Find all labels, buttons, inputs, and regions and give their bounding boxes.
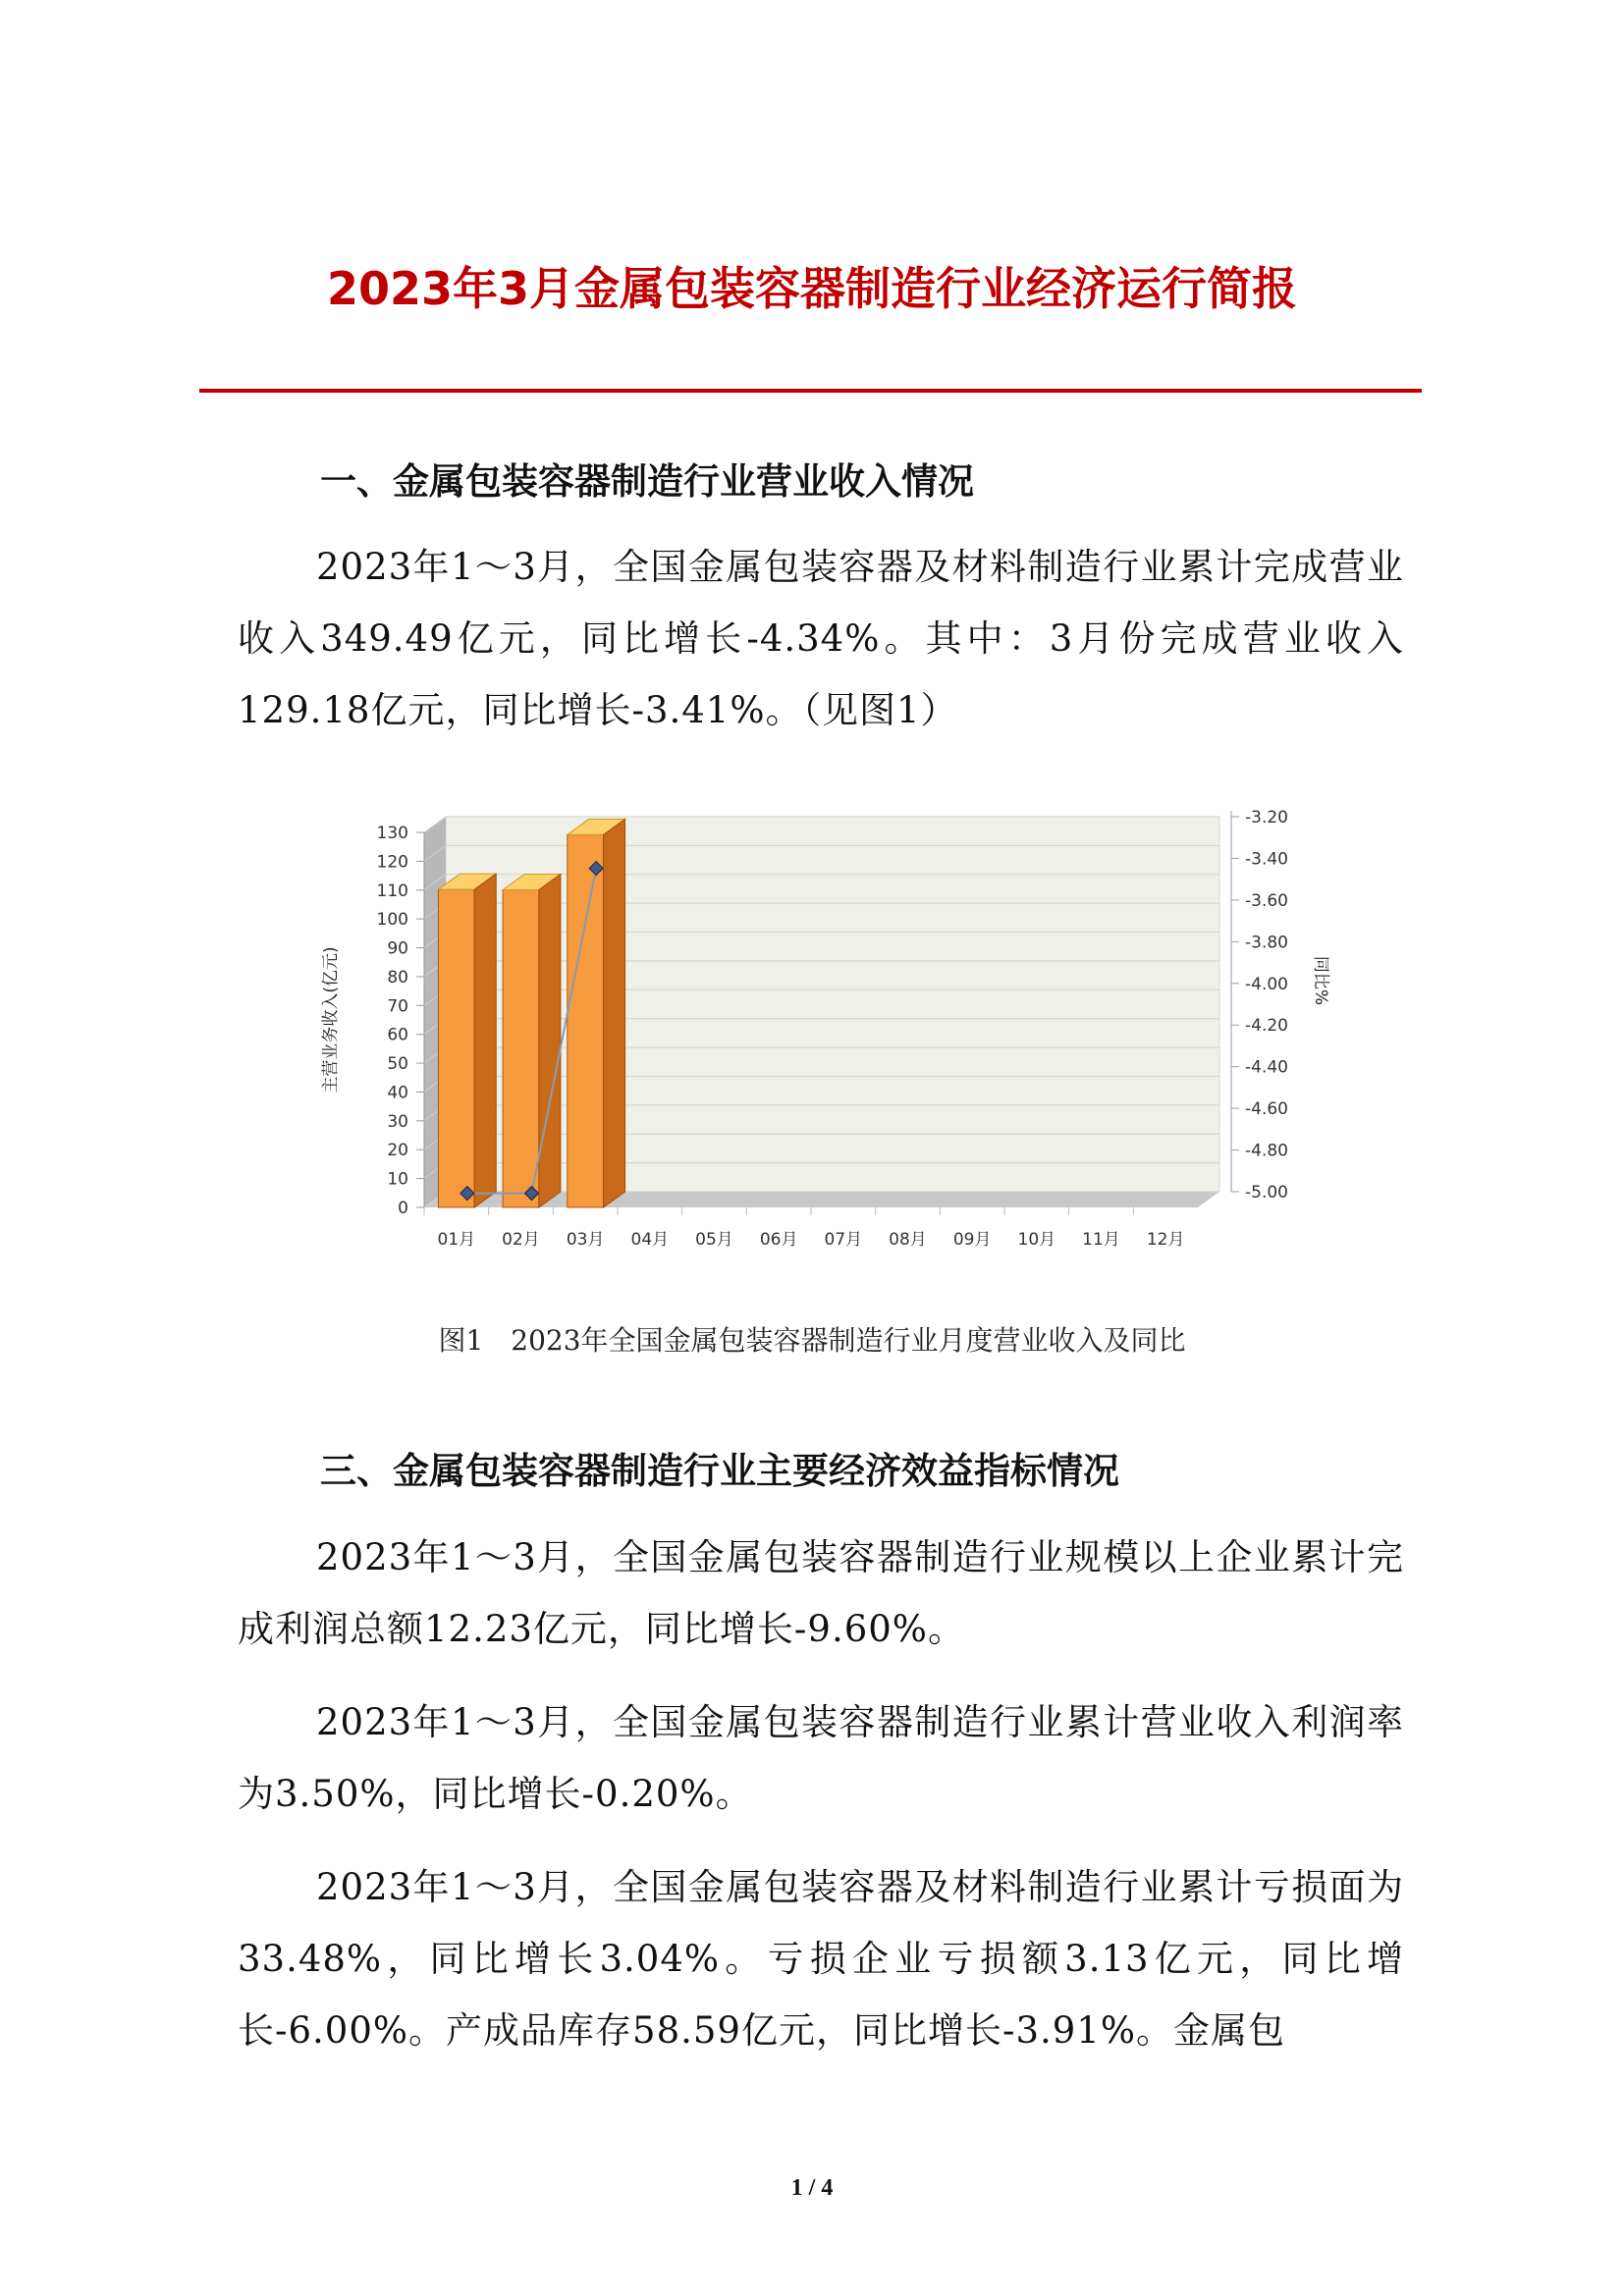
y-tick-label: 20 — [387, 1141, 408, 1161]
x-tick-label: 12月 — [1146, 1230, 1185, 1250]
y-tick-label: 90 — [387, 938, 408, 959]
page-number: 1 / 4 — [790, 2175, 834, 2201]
y-tick-label: 70 — [387, 996, 408, 1017]
y-tick-label-right: -4.20 — [1245, 1016, 1288, 1037]
revenue-chart — [314, 795, 1330, 1286]
title-divider — [199, 389, 1422, 393]
bar-side — [474, 874, 496, 1207]
x-tick-label: 04月 — [630, 1230, 670, 1250]
x-tick-label: 03月 — [566, 1230, 605, 1250]
y-tick-label: 60 — [387, 1025, 408, 1045]
x-tick-label: 07月 — [824, 1230, 863, 1250]
y-tick-label: 40 — [387, 1083, 408, 1103]
bar — [503, 889, 539, 1207]
y-tick-label: 120 — [376, 852, 408, 873]
paragraph-profit: 2023年1～3月，全国金属包装容器制造行业规模以上企业累计完成利润总额12.23亿元，同比增长-9.60%。 — [238, 1536, 1404, 1650]
x-tick-label: 01月 — [437, 1230, 476, 1250]
y-tick-label-right: -4.00 — [1245, 974, 1288, 994]
document-title: 2023年3月金属包装容器制造行业经济运行简报 — [326, 262, 1298, 315]
x-tick-label: 02月 — [502, 1230, 540, 1250]
figure-caption: 图1 2023年全国金属包装容器制造行业月度营业收入及同比 — [438, 1324, 1186, 1357]
x-tick-label: 10月 — [1017, 1230, 1056, 1250]
bar — [568, 834, 604, 1207]
y-axis-label-right: 同比% — [1311, 955, 1330, 1006]
bar-side — [539, 874, 561, 1207]
y-tick-label-right: -3.20 — [1245, 808, 1288, 828]
x-tick-label: 08月 — [889, 1230, 927, 1250]
y-tick-label: 130 — [376, 824, 408, 843]
y-tick-label: 10 — [387, 1169, 408, 1190]
y-axis-label: 主营业务收入(亿元) — [321, 946, 341, 1094]
y-tick-label: 30 — [387, 1111, 408, 1132]
y-tick-label-right: -3.80 — [1245, 933, 1288, 953]
y-tick-label: 50 — [387, 1054, 408, 1075]
y-tick-label-right: -3.40 — [1245, 849, 1288, 870]
y-tick-label-right: -4.40 — [1245, 1057, 1288, 1078]
paragraph-revenue: 2023年1～3月，全国金属包装容器及材料制造行业累计完成营业收入349.49亿元，同比增长-4.34%。其中：3月份完成营业收入129.18亿元，同比增长-3.41%。（见图1） — [238, 546, 1404, 731]
y-tick-label: 110 — [376, 881, 408, 901]
y-tick-label-right: -5.00 — [1245, 1183, 1288, 1202]
y-tick-label: 100 — [376, 910, 408, 931]
y-tick-label: 80 — [387, 967, 408, 988]
y-tick-label-right: -4.60 — [1245, 1099, 1288, 1120]
x-tick-label: 09月 — [952, 1230, 992, 1250]
paragraph-profit-margin: 2023年1～3月，全国金属包装容器制造行业累计营业收入利润率为3.50%，同比增长-0.20%。 — [238, 1701, 1404, 1815]
x-tick-label: 05月 — [695, 1230, 733, 1250]
section-heading-indicators: 三、金属包装容器制造行业主要经济效益指标情况 — [320, 1449, 1119, 1492]
y-tick-label: 0 — [398, 1199, 408, 1218]
x-tick-label: 06月 — [759, 1230, 798, 1250]
x-tick-label: 11月 — [1082, 1230, 1120, 1250]
bar-side — [604, 819, 625, 1207]
y-tick-label-right: -4.80 — [1245, 1141, 1288, 1161]
y-tick-label-right: -3.60 — [1245, 890, 1288, 911]
plot-background — [446, 817, 1219, 1192]
bar — [438, 889, 474, 1207]
section-heading-revenue: 一、金属包装容器制造行业营业收入情况 — [320, 459, 974, 503]
paragraph-loss: 2023年1～3月，全国金属包装容器及材料制造行业累计亏损面为33.48%，同比增长3.04%。亏损企业亏损额3.13亿元，同比增长-6.00%。产成品库存58.59亿元，同比增长-3.91%。金属包 — [238, 1866, 1404, 2052]
